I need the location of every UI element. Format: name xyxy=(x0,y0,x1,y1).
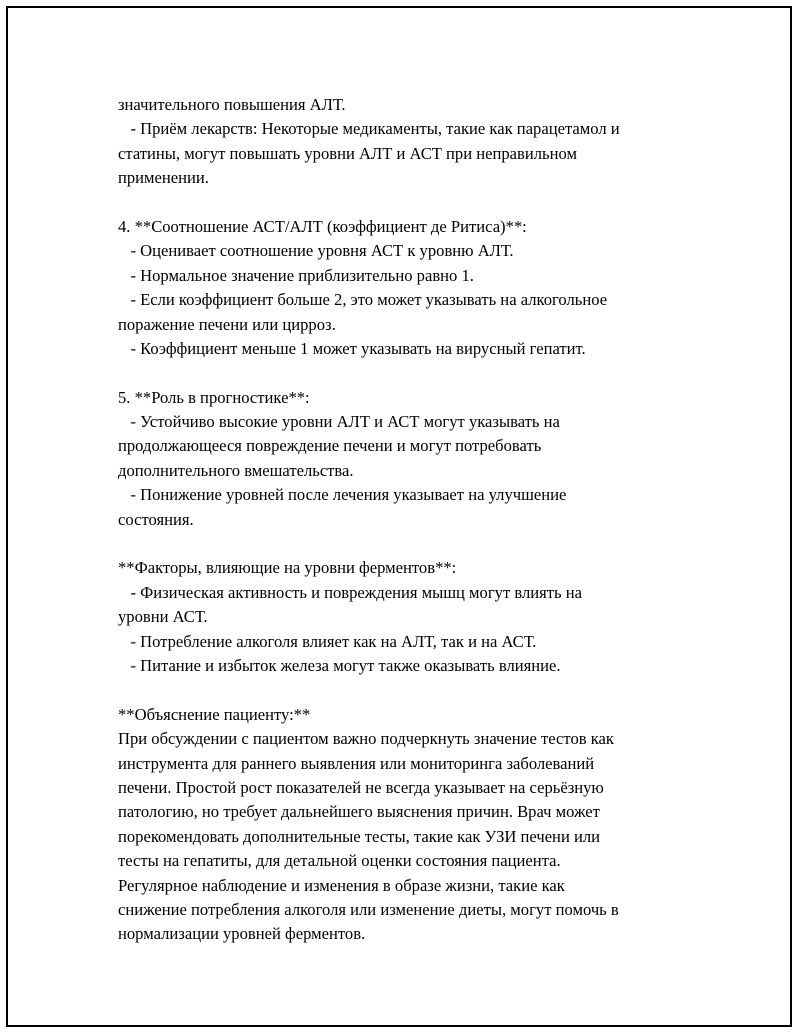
text-line: При обсуждении с пациентом важно подчеркнуть значение тестов как xyxy=(118,729,614,749)
text-line: поражение печени или цирроз. xyxy=(118,314,336,334)
text-line: - Потребление алкоголя влияет как на АЛТ, так и на АСТ. xyxy=(118,631,537,651)
text-line: 4. **Соотношение АСТ/АЛТ (коэффициент де Ритиса)**: xyxy=(118,216,527,236)
text-line: нормализации уровней ферментов. xyxy=(118,924,366,944)
text-line: - Приём лекарств: Некоторые медикаменты, такие как парацетамол и xyxy=(118,119,620,139)
text-line: продолжающееся повреждение печени и могут потребовать xyxy=(118,436,542,456)
text-line: - Питание и избыток железа могут также оказывать влияние. xyxy=(118,655,561,675)
text-line: 5. **Роль в прогностике**: xyxy=(118,387,310,407)
text-line: **Факторы, влияющие на уровни ферментов**: xyxy=(118,558,457,578)
text-line: снижение потребления алкоголя или изменение диеты, могут помочь в xyxy=(118,899,619,919)
text-line: - Если коэффициент больше 2, это может указывать на алкогольное xyxy=(118,290,608,310)
text-line: - Устойчиво высокие уровни АЛТ и АСТ могут указывать на xyxy=(118,412,560,432)
blank-line xyxy=(118,361,698,385)
text-line: инструмента для раннего выявления или мониторинга заболеваний xyxy=(118,753,595,773)
text-line: порекомендовать дополнительные тесты, такие как УЗИ печени или xyxy=(118,826,601,846)
document-text xyxy=(118,93,698,947)
text-line: патологию, но требует дальнейшего выяснения причин. Врач может xyxy=(118,802,600,822)
text-line: - Оценивает соотношение уровня АСТ к уровню АЛТ. xyxy=(118,241,514,261)
blank-line xyxy=(118,678,698,702)
text-line: дополнительного вмешательства. xyxy=(118,460,354,480)
text-line: **Объяснение пациенту:** xyxy=(118,704,311,724)
text-line: значительного повышения АЛТ. xyxy=(118,95,346,114)
text-line: состояния. xyxy=(118,509,194,529)
text-line: печени. Простой рост показателей не всегда указывает на серьёзную xyxy=(118,777,604,797)
text-line: - Понижение уровней после лечения указывает на улучшение xyxy=(118,485,567,505)
text-line: - Нормальное значение приблизительно равно 1. xyxy=(118,265,474,285)
blank-line xyxy=(118,191,698,215)
text-line: уровни АСТ. xyxy=(118,607,208,627)
text-line: - Коэффициент меньше 1 может указывать на вирусный гепатит. xyxy=(118,338,586,358)
text-line: - Физическая активность и повреждения мышц могут влиять на xyxy=(118,582,582,602)
text-line: Регулярное наблюдение и изменения в образе жизни, такие как xyxy=(118,875,565,895)
text-line: применении. xyxy=(118,168,209,188)
blank-line xyxy=(118,532,698,556)
text-line: тесты на гепатиты, для детальной оценки состояния пациента. xyxy=(118,851,561,871)
text-line: статины, могут повышать уровни АЛТ и АСТ при неправильном xyxy=(118,143,577,163)
